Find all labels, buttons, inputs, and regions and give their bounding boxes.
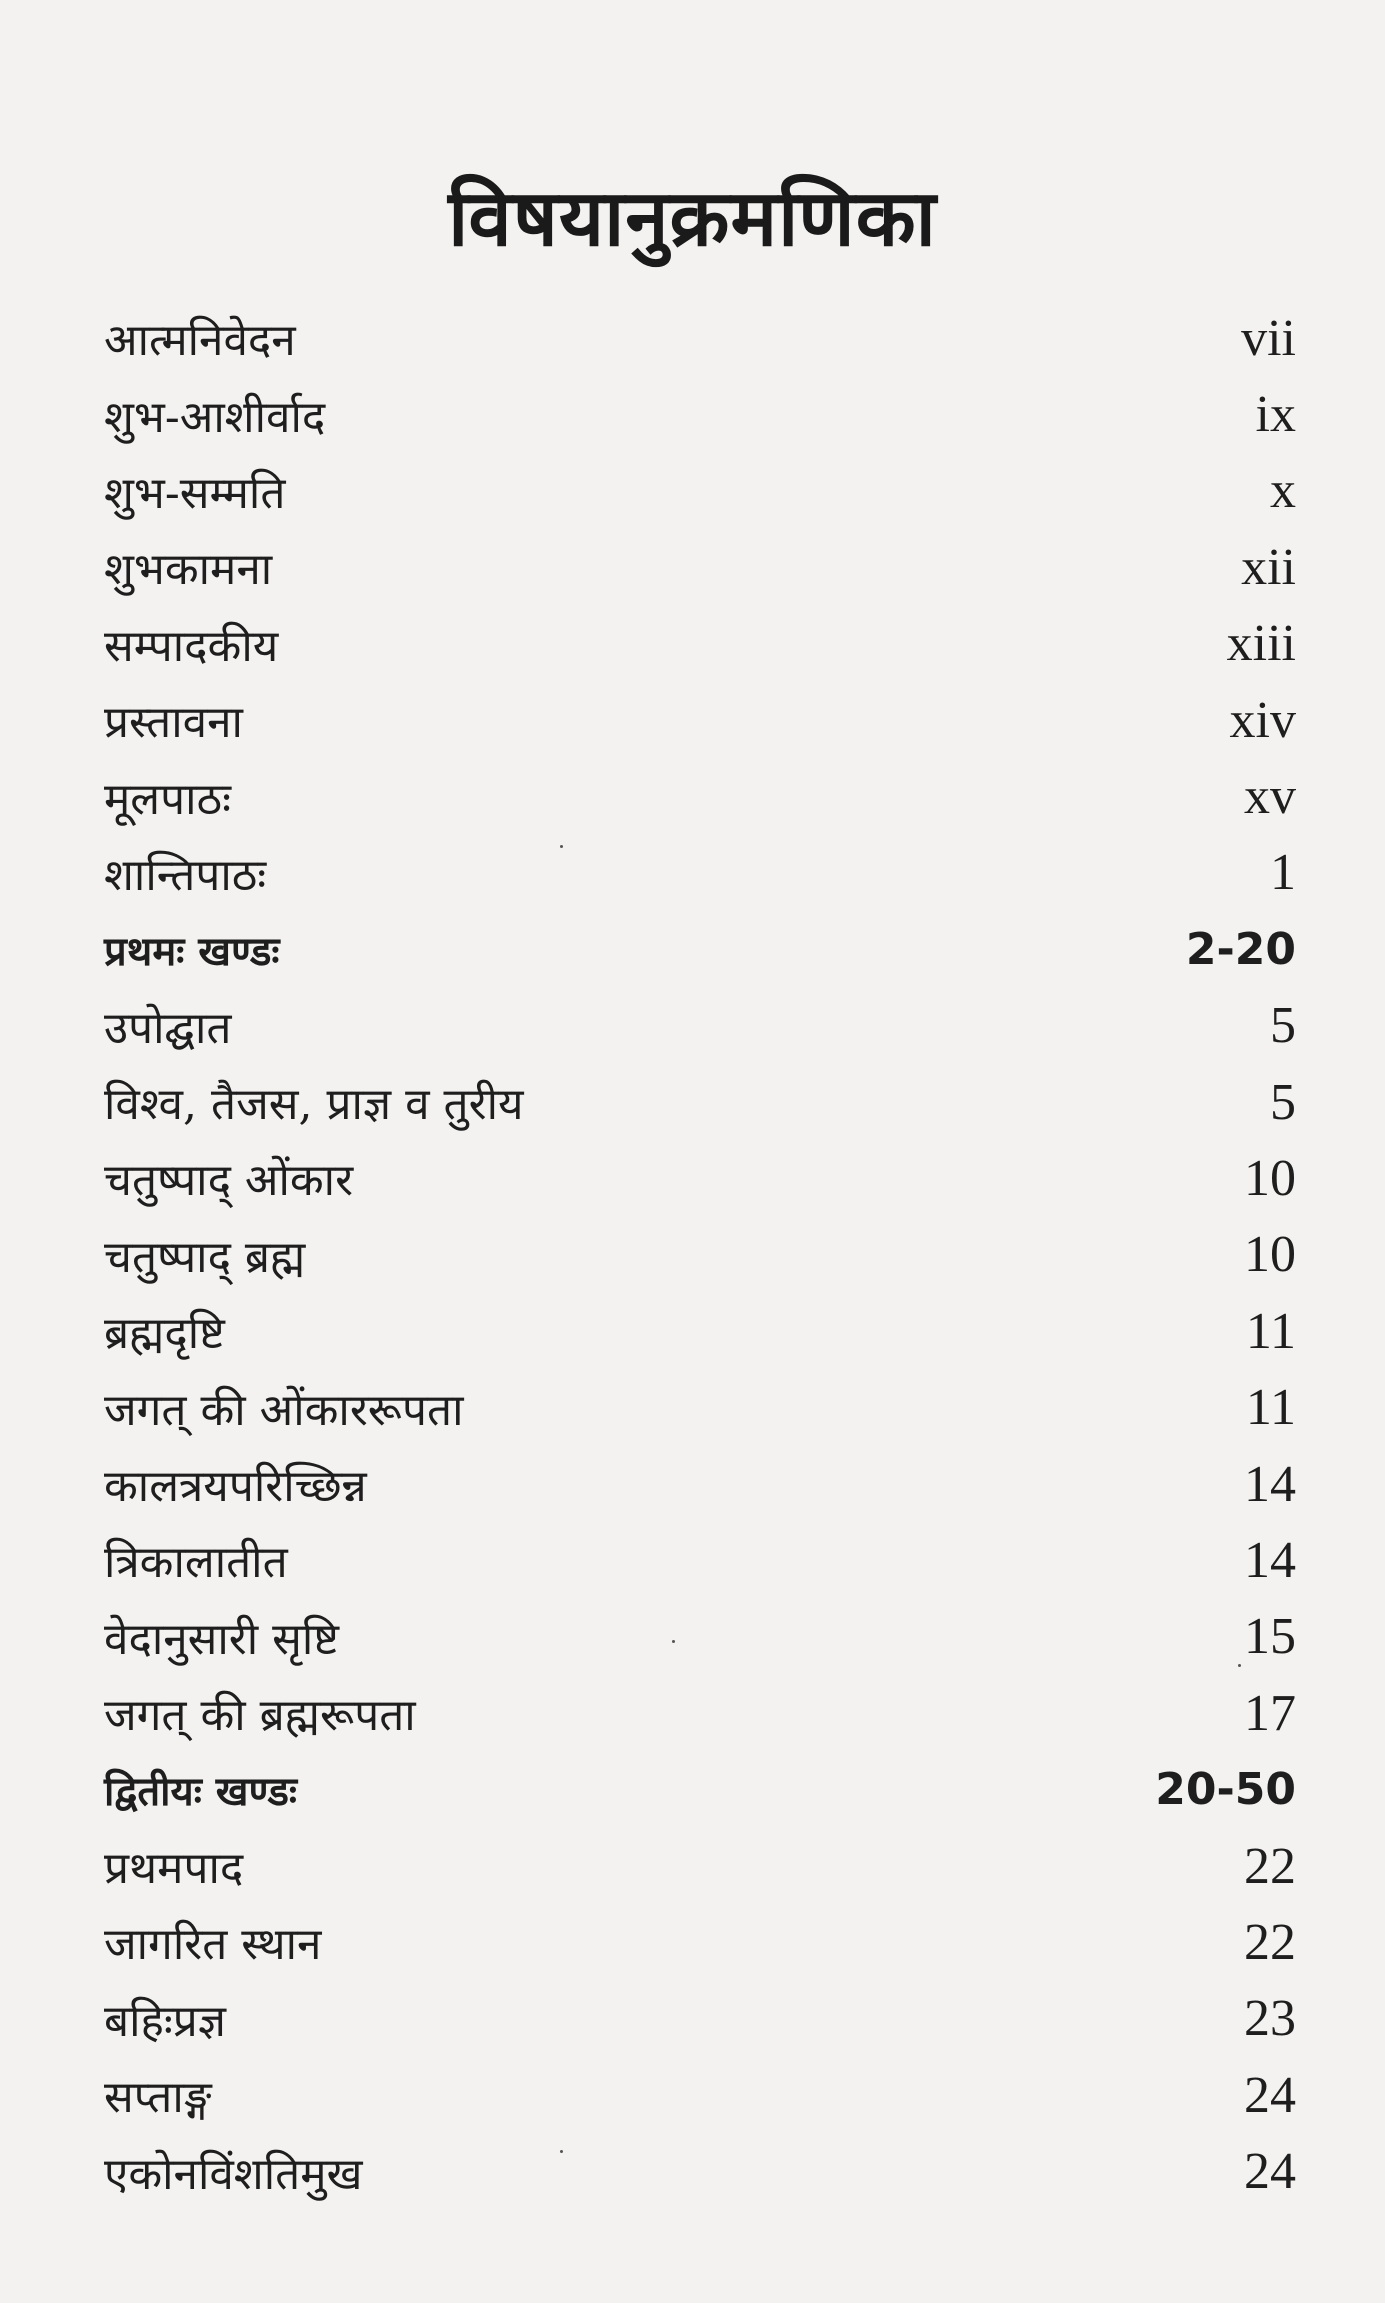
toc-entry-title: चतुष्पाद् ब्रह्म bbox=[104, 1231, 306, 1283]
paper-speck bbox=[1238, 1664, 1241, 1667]
toc-entry-title: कालत्रयपरिच्छिन्न bbox=[104, 1461, 367, 1513]
toc-entry-title: प्रथमपाद bbox=[104, 1843, 244, 1894]
toc-entry-title: विश्व, तैजस, प्राज्ञ व तुरीय bbox=[104, 1079, 524, 1131]
toc-row bbox=[104, 376, 1300, 452]
paper-speck bbox=[560, 2150, 563, 2153]
toc-entry-title: प्रस्तावना bbox=[104, 697, 243, 749]
toc-row bbox=[104, 758, 1300, 834]
toc-row bbox=[104, 988, 1300, 1064]
toc-entry-page-number: ix bbox=[1255, 386, 1296, 444]
toc-row bbox=[104, 1904, 1300, 1980]
toc-entry-title: शुभकामना bbox=[104, 544, 273, 596]
toc-row bbox=[104, 1828, 1300, 1904]
toc-entry-page-number: 23 bbox=[1244, 1990, 1296, 2048]
paper-speck bbox=[672, 1640, 675, 1643]
toc-entry-page-number: vii bbox=[1241, 309, 1296, 367]
toc-entry-page-number: 11 bbox=[1245, 1379, 1296, 1437]
toc-row bbox=[104, 1064, 1300, 1140]
toc-section-row bbox=[104, 1751, 1300, 1827]
toc-section-title: द्वितीयः खण्डः bbox=[104, 1769, 297, 1816]
toc-row bbox=[104, 1599, 1300, 1675]
toc-entry-title: त्रिकालातीत bbox=[104, 1537, 288, 1589]
toc-entry-page-number: 14 bbox=[1244, 1455, 1296, 1513]
toc-entry-page-number: xv bbox=[1244, 768, 1296, 826]
toc-row bbox=[104, 682, 1300, 758]
toc-entry-page-number: 14 bbox=[1244, 1531, 1296, 1589]
toc-row bbox=[104, 1446, 1300, 1522]
toc-row bbox=[104, 529, 1300, 605]
toc-row bbox=[104, 1675, 1300, 1751]
toc-entry-page-number: 5 bbox=[1270, 997, 1296, 1055]
toc-entry-title: वेदानुसारी सृष्टि bbox=[104, 1613, 339, 1665]
paper-speck bbox=[560, 845, 563, 848]
toc-entry-page-number: 17 bbox=[1244, 1684, 1296, 1742]
page-title: विषयानुक्रमणिका bbox=[448, 174, 937, 265]
toc-row bbox=[104, 300, 1300, 376]
toc-entry-title: जागरित स्थान bbox=[104, 1919, 322, 1971]
toc-row bbox=[104, 1369, 1300, 1445]
toc-section-page-range: 20-50 bbox=[1155, 1764, 1296, 1816]
toc-row bbox=[104, 2057, 1300, 2133]
toc-entry-title: एकोनविंशतिमुख bbox=[104, 2148, 363, 2200]
toc-section-page-range: 2-20 bbox=[1185, 923, 1296, 975]
table-of-contents bbox=[104, 300, 1300, 2210]
toc-entry-page-number: 5 bbox=[1270, 1073, 1296, 1131]
toc-entry-page-number: 10 bbox=[1244, 1149, 1296, 1207]
toc-entry-title: मूलपाठः bbox=[104, 773, 231, 825]
toc-row bbox=[104, 606, 1300, 682]
toc-section-row bbox=[104, 911, 1300, 987]
toc-entry-title: उपोद्घात bbox=[104, 1002, 232, 1054]
toc-row bbox=[104, 1217, 1300, 1293]
toc-row bbox=[104, 1981, 1300, 2057]
toc-entry-title: शुभ-सम्मति bbox=[104, 467, 286, 519]
toc-entry-page-number: 10 bbox=[1244, 1226, 1296, 1284]
toc-row bbox=[104, 2133, 1300, 2209]
toc-entry-page-number: 22 bbox=[1244, 1837, 1296, 1895]
toc-entry-title: बहिःप्रज्ञ bbox=[104, 1995, 227, 2047]
toc-entry-page-number: x bbox=[1270, 462, 1296, 520]
toc-entry-page-number: 11 bbox=[1245, 1302, 1296, 1360]
toc-entry-page-number: 24 bbox=[1244, 2143, 1296, 2201]
toc-entry-page-number: xiv bbox=[1229, 691, 1296, 749]
toc-entry-page-number: 22 bbox=[1244, 1913, 1296, 1971]
toc-entry-page-number: xii bbox=[1241, 538, 1296, 596]
toc-row bbox=[104, 835, 1300, 911]
toc-row bbox=[104, 453, 1300, 529]
toc-entry-title: जगत् की ब्रह्मरूपता bbox=[104, 1690, 416, 1742]
toc-entry-page-number: xiii bbox=[1226, 615, 1296, 673]
toc-entry-title: जगत् की ओंकाररूपता bbox=[104, 1384, 464, 1436]
toc-entry-title: आत्मनिवेदन bbox=[104, 315, 296, 367]
toc-entry-title: सम्पादकीय bbox=[104, 620, 279, 672]
toc-entry-title: चतुष्पाद् ओंकार bbox=[104, 1155, 354, 1207]
toc-entry-title: शान्तिपाठः bbox=[104, 849, 267, 901]
toc-entry-page-number: 24 bbox=[1244, 2066, 1296, 2124]
toc-row bbox=[104, 1140, 1300, 1216]
toc-entry-title: शुभ-आशीर्वाद bbox=[104, 391, 326, 443]
toc-entry-page-number: 15 bbox=[1244, 1608, 1296, 1666]
toc-row bbox=[104, 1522, 1300, 1598]
toc-entry-title: सप्ताङ्ग bbox=[104, 2072, 212, 2124]
toc-entry-page-number: 1 bbox=[1270, 844, 1296, 902]
toc-section-title: प्रथमः खण्डः bbox=[104, 928, 280, 975]
toc-entry-title: ब्रह्मदृष्टि bbox=[104, 1308, 225, 1360]
toc-row bbox=[104, 1293, 1300, 1369]
